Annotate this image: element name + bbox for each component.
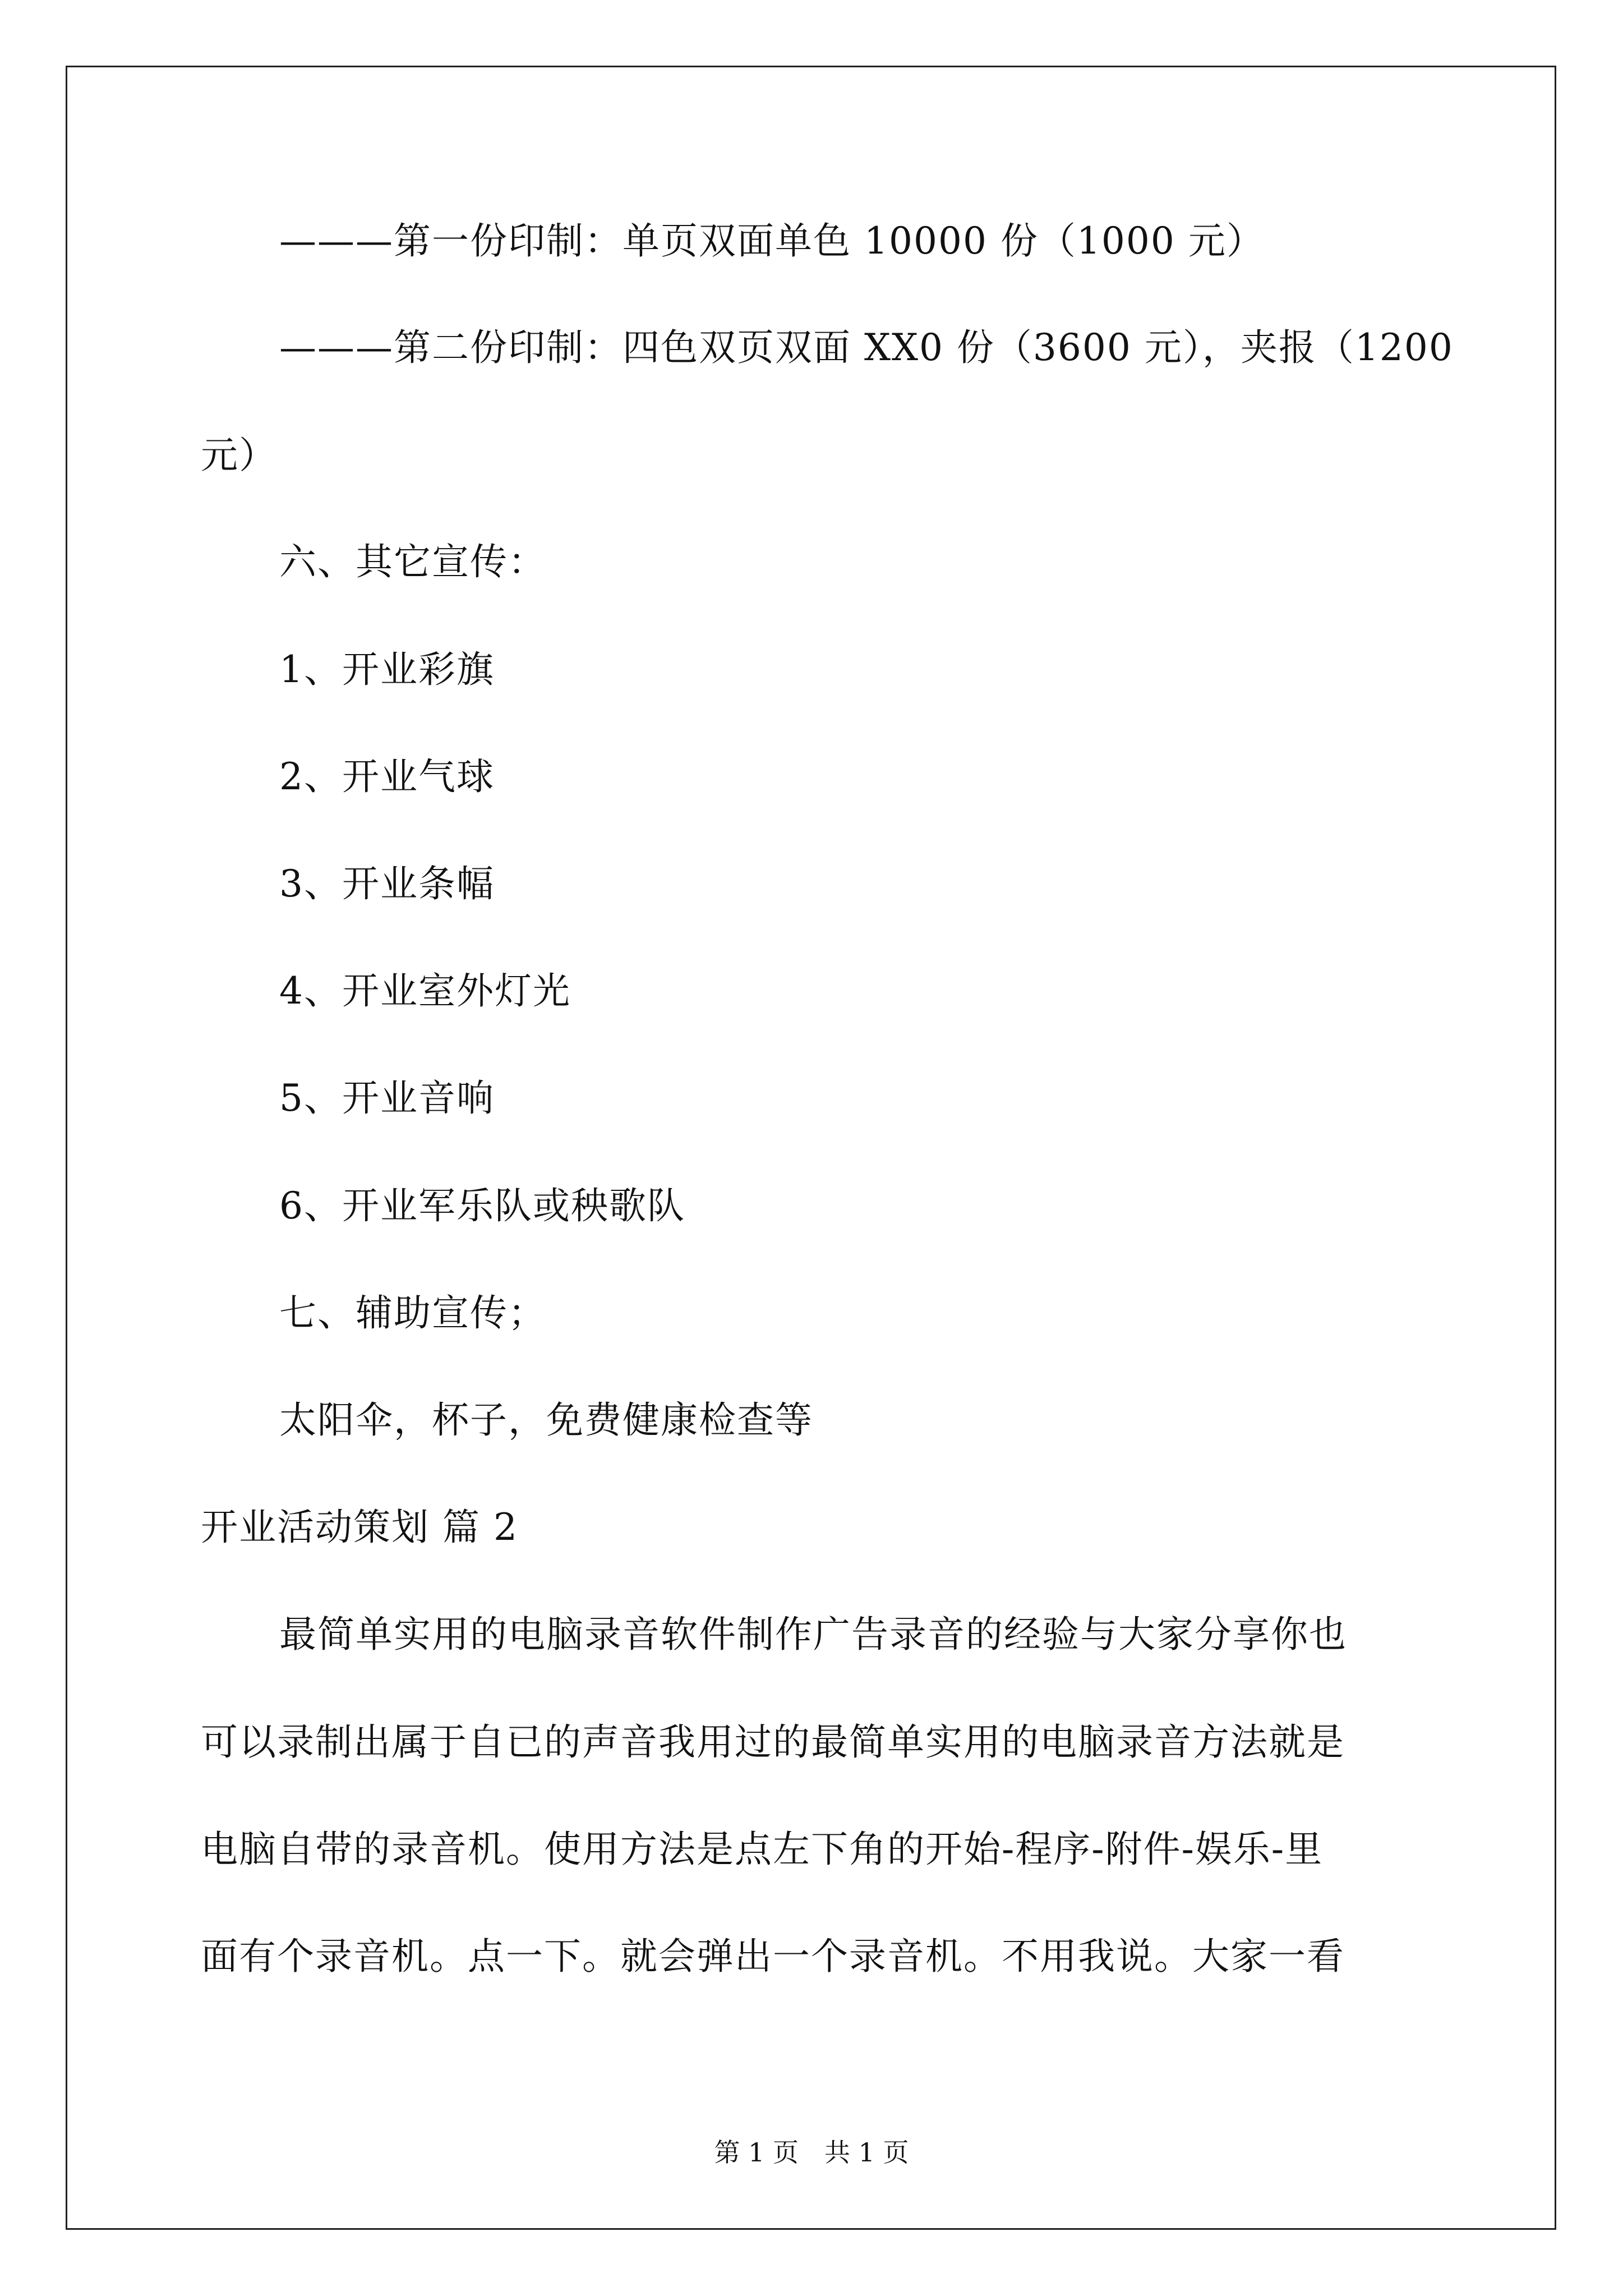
paragraph-line: 可以录制出属于自已的声音我用过的最简单实用的电脑录音方法就是 — [201, 1720, 1345, 1764]
list-item: 2、开业气球 — [279, 755, 495, 798]
text-line: 太阳伞，杯子，免费健康检查等 — [279, 1398, 813, 1442]
list-item: 4、开业室外灯光 — [279, 969, 571, 1013]
text-line: ———第一份印制：单页双面单色 10000 份（1000 元） — [279, 219, 1265, 263]
text-line: ———第二份印制：四色双页双面 XX0 份（3600 元），夹报（1200 — [279, 326, 1454, 369]
paragraph-line: 最简单实用的电脑录音软件制作广告录音的经验与大家分享你也 — [279, 1613, 1347, 1656]
text-line: 元） — [201, 434, 277, 477]
list-item: 1、开业彩旗 — [279, 648, 495, 691]
article-title: 开业活动策划 篇 2 — [201, 1506, 518, 1549]
section-heading: 六、其它宣传： — [279, 540, 546, 583]
list-item: 6、开业军乐队或秧歌队 — [279, 1184, 685, 1227]
paragraph-line: 电脑自带的录音机。使用方法是点左下角的开始-程序-附件-娱乐-里 — [201, 1828, 1324, 1871]
section-heading: 七、辅助宣传； — [279, 1291, 546, 1335]
list-item: 3、开业条幅 — [279, 862, 495, 905]
page-border — [66, 66, 1556, 2230]
list-item: 5、开业音响 — [279, 1076, 495, 1120]
page-footer: 第 1 页 共 1 页 — [714, 2137, 909, 2168]
paragraph-line: 面有个录音机。点一下。就会弹出一个录音机。不用我说。大家一看 — [201, 1935, 1345, 1978]
